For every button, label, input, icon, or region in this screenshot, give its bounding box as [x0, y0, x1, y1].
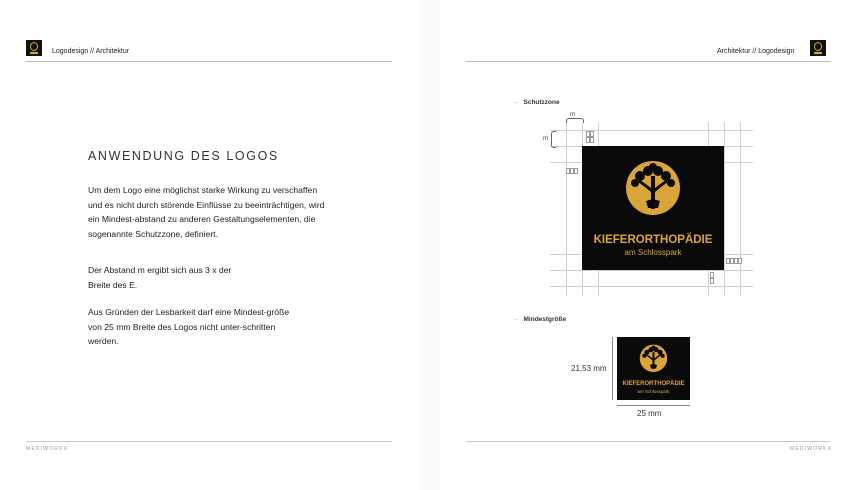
logo-sub-large: am Schlosspark: [624, 248, 682, 257]
dim-line-horizontal: [617, 405, 690, 406]
logo-sub-small: am Schlosspark: [637, 389, 670, 394]
guide-line: [566, 123, 567, 296]
right-footer-line: [466, 441, 830, 442]
arrow-right-icon: →: [512, 99, 519, 106]
logo-mark-icon: [810, 40, 826, 56]
logo-name-large: KIEFERORTHOPÄDIE: [593, 234, 713, 246]
paragraph-schutzzone: Um dem Logo eine möglichst starke Wirkung zu verschaffen und es nicht durch störende Einflüsse zu beeinträchtigen, wird ein Mindest-abstand zu anderen Gestaltungselementen, die sogenannte Schutzzone, definiert.: [88, 185, 325, 239]
logo-name-small: KIEFERORTHOPÄDIE: [622, 381, 685, 387]
e-mark-right: [726, 258, 742, 264]
footer-brand: MEDIWORKX: [790, 446, 833, 452]
guide-line: [724, 123, 725, 296]
guide-line: [550, 130, 753, 131]
left-page: [0, 0, 420, 490]
paragraph-mindestgroesse: Aus Gründen der Lesbarkeit darf eine Mindest-größe von 25 mm Breite des Logos nicht unter-schritten werden.: [88, 307, 290, 346]
dim-height-label: 21,53 mm: [571, 364, 607, 373]
guide-line: [740, 123, 741, 296]
arrow-right-icon: →: [512, 316, 519, 323]
m-label-left: m: [543, 135, 549, 142]
dim-width-label: 25 mm: [637, 409, 662, 418]
logo-large: [582, 146, 724, 270]
m-brace-top: [566, 118, 584, 123]
guide-line: [550, 270, 753, 271]
e-mark-top: [590, 131, 594, 143]
paragraph-abstand: Der Abstand m ergibt sich aus 3 x der Breite des E.: [88, 265, 232, 290]
dim-line-vertical: [612, 337, 613, 400]
schutzzone-label: → Schutzzone: [512, 99, 560, 106]
right-page: [440, 0, 860, 490]
guide-line: [550, 286, 753, 287]
mindestgroesse-label: → Mindestgröße: [512, 316, 567, 323]
m-label-top: m: [570, 111, 576, 118]
e-mark-left: [566, 168, 578, 174]
left-header-line: [26, 61, 392, 62]
footer-brand: MEDIWORKX: [26, 446, 69, 452]
logo-mark-icon: [26, 40, 42, 56]
page-gutter: [420, 0, 440, 490]
section-title: ANWENDUNG DES LOGOS: [88, 149, 279, 163]
left-header-text: Logodesign // Architektur: [52, 48, 130, 55]
right-header-text: Architektur // Logodesign: [717, 48, 795, 55]
logo-small: [617, 337, 690, 400]
left-footer-line: [26, 441, 392, 442]
e-mark-bottom: [710, 272, 714, 284]
m-brace-left: [551, 131, 556, 148]
right-header-line: [466, 61, 830, 62]
